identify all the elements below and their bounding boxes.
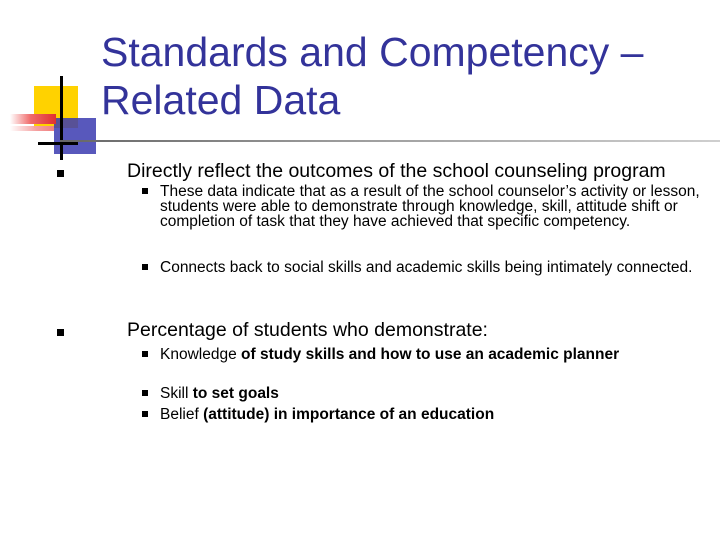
ornament-pink-bar [10, 126, 54, 131]
sub-bullet-marker [142, 264, 148, 270]
sub-1-bold: of study skills and how to use an academic planner [241, 346, 620, 363]
title-line-2: Related Data [101, 77, 341, 123]
bullet-1-text: Directly reflect the outcomes of the school counseling program [127, 160, 666, 182]
sub-3-lead: Belief [160, 406, 204, 423]
sub-bullet-marker [142, 188, 148, 194]
bullet-2-sub-1-text [160, 347, 700, 362]
bullet-2-sub-3-text [160, 407, 700, 422]
bullet-marker [57, 170, 64, 177]
sub-1-lead: Knowledge [160, 346, 242, 363]
title-rule [60, 140, 720, 142]
sub-bullet-marker [142, 351, 148, 357]
bullet-2-text: Percentage of students who demonstrate: [127, 319, 488, 341]
title-line-1: Standards and Competency – [101, 29, 644, 75]
ornament-red-bar [10, 114, 56, 124]
sub-2-lead: Skill [160, 385, 193, 402]
bullet-1-sub-2-text: Connects back to social skills and academic skills being intimately connected. [160, 259, 693, 276]
sub-2-bold: to set goals [192, 385, 279, 402]
slide-title [101, 28, 711, 124]
bullet-2-sub-2-text [160, 386, 700, 401]
ornament-vertical-line [60, 76, 63, 160]
ornament-horizontal-line [38, 142, 78, 145]
bullet-1-sub-1-text: These data indicate that as a result of the school counselor’s activity or lesson, students were able to demonstrate through knowledge, skill, attitude shift or completion of task that they have achieved that specific competency. [160, 183, 700, 230]
sub-bullet-marker [142, 411, 148, 417]
sub-bullet-marker [142, 390, 148, 396]
bullet-marker [57, 329, 64, 336]
sub-3-bold: (attitude) in importance of an education [203, 406, 495, 423]
